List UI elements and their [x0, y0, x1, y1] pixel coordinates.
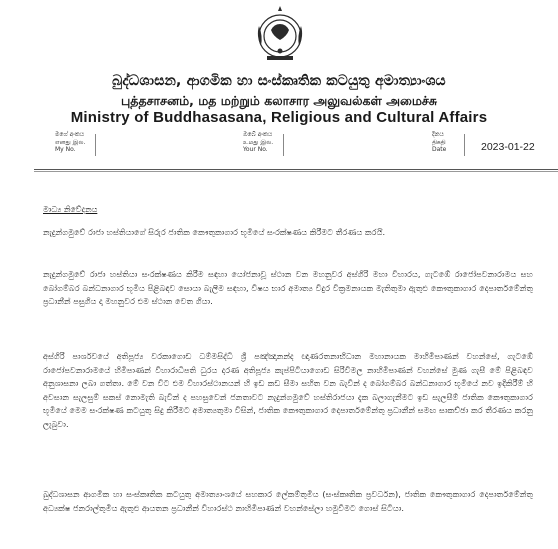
document-title: මාධ්‍ය නිවේදනය: [43, 205, 98, 214]
paragraph-3: අස්ගිරි පාර්ශවයේ අතිපූජ්‍ය වරකාගොඩ ධම්මසිද්ධි ශ්‍රී පඤ්ඤානන්ද ඥාණරතනාභිධාන මහානායක මාහිමිපාණන් වහන්සේ, ගැටඹේ රාජෝපවනාරාමයේ හිමිපාණන් විහාරාධිපති ධුරය දරණ අතිපූජ්‍ය කැප්පිටියාගොඩ සිරිවිමල නාහිමිපාණන් වහන්සේ මුණ ගැසී මේ පිළිබඳව අනුශාසනා ලබා ගත්තා. මේ වන විට එම විහාරස්ථානයන් හි ඉඩ කඩ සීමා සහිත වන බැවින් ද බෝගම්බර බන්ධනාගාර භූමියේ නව ඉදිකිරීම් හි අවසාන සැලසුම් සකස් නොමැති බැවින් ද පහසුවෙන් ජනතාවට නැදුන්ගමුවේ හස්තිරාජයා දැක බලාගැනීමට ඉඩ සැලසීම් ජාතික කෞතුකාගාර භූමියේ මෙම සංරක්ෂණ කටයුතු සිදු කිරීමට අමාත්‍යතුමා විසින්, ජාතික කෞතුකාගාර දෙපාර්තමේන්තු ප්‍රධානීන් සමඟ සාකච්ඡා කර තීරණය කරනු ලැබුවා.: [43, 351, 533, 429]
my-number-field: මගේ අංකය எனது இல. My No.: [55, 131, 85, 154]
paragraph-4: බුද්ධශාසන ආගමික හා සංස්කෘතික කටයුතු අමාත්‍යාංශයේ සහකාර ලේකම්තුමිය (සංස්කෘතික ප්‍රවර්ධන), ජාතික කෞතුකාගාර දෙපාර්තමේන්තු අධ්‍යක්ෂ ජනරාල්තුමිය ඇතුළු ආයතන ප්‍රධානීන් විහාරස්ථ නාහිමිපාණන් වහන්සේලා හමුවීමට ගොස් සිටියා.: [43, 489, 533, 513]
ministry-name-tamil: புத்தசாசனம், மத மற்றும் கலாசார அலுவல்கள் அமைச்சு: [121, 93, 437, 108]
ministry-name-sinhala: බුද්ධශාසන, ආගමික හා සංස්කෘතික කටයුතු අමාත්‍යාංශය: [112, 73, 446, 89]
paragraph-1: නැදුන්ගමුවේ රාජා හස්තියාගේ සිරුර ජාතික කෞතුකාගාර භූමියේ සංරක්ෂණය කිරීමට තීරණය කරයි.: [43, 227, 386, 237]
date-value: 2023-01-22: [481, 141, 535, 153]
ministry-emblem: [255, 6, 305, 68]
ministry-name-english: Ministry of Buddhasasana, Religious and Cultural Affairs: [70, 109, 488, 126]
header-divider-secondary: [34, 171, 558, 172]
your-number-field: ඔබේ අංකය உமது இல. Your No.: [243, 131, 273, 154]
paragraph-2: නැදුන්ගමුවේ රාජා හස්තියා සංරක්ෂණය කිරීම සඳහා යෝජනාවූ ස්ථාන වන මහනුවර අස්ගිරි මහා විහාරය, ගැටඹේ රාජෝපවනාරාමය සහ බෝගම්බර බන්ධනාගාර භූමිය පිළිබඳව සොයා බැලීම සඳහා, විෂය භාර අමාත්‍ය විදුර වික්‍රමනායක මැතිතුමා ඇතුළු කෞතුකාගාර දෙපාර්තමේන්තු ප්‍රධානීන් පසුගිය දා මහනුවර එම ස්ථාන වෙත ගියා.: [43, 269, 533, 306]
date-field: දිනය திகதி Date: [432, 131, 446, 154]
header-divider: [34, 169, 558, 170]
